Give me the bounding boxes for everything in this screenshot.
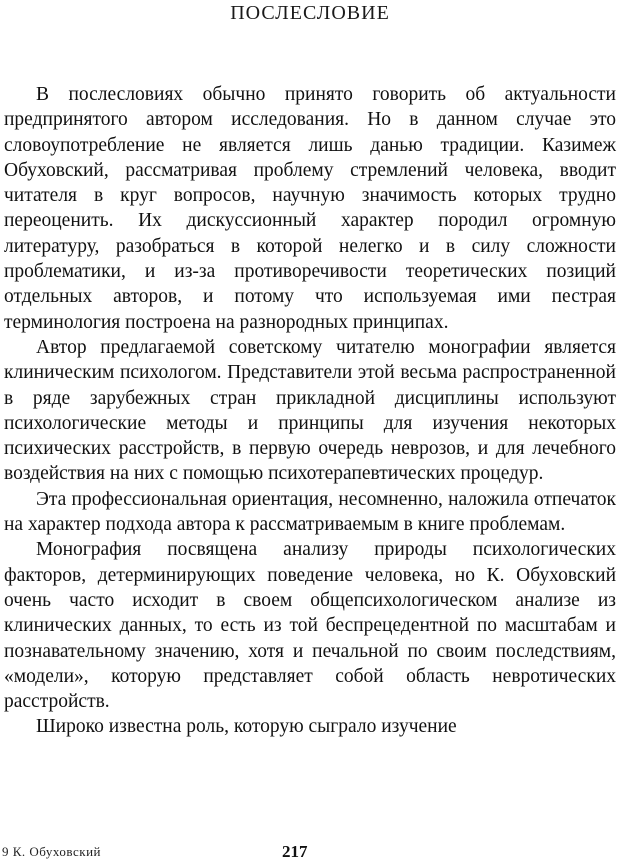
paragraph-author: Автор предлагаемой советскому читателю монографии является клиническим психологом. Представители этой весьма распространенной в ряде зарубежных стран прикладной дисциплины используют психологические методы и принципы для изучения некоторых психических расстройств, в первую очередь неврозов, и для лечебного воздействия на них с помощью психотерапевтических процедур. [4, 336, 616, 485]
page-title: ПОСЛЕСЛОВИЕ [230, 2, 390, 24]
paragraph-intro: В послесловиях обычно принято говорить об актуальности предпринятого автором исследования. Но в данном случае это словоупотребление не является лишь данью традиции. Казимеж Обуховский, рассматривая проблему стремлений человека, вводит читателя в круг вопросов, научную значимость которых трудно переоценить. Их дискуссионный характер породил огромную литературу, разобраться в которой нелегко и в силу сложности проблематики, и из-за противоречивости теоретических позиций отдельных авторов, и потому что используемая ими пестрая терминология построена на разнородных принципах. [4, 84, 616, 333]
page-number: 217 [282, 842, 308, 861]
paragraph-orientation: Эта профессиональная ориентация, несомненно, наложила отпечаток на характер подхода автора к рассматриваемым в книге проблемам. [4, 488, 616, 536]
paragraph-monograph: Монография посвящена анализу природы психологических факторов, детерминирующих поведение человека, но К. Обуховский очень часто исходит в своем общепсихологическом анализе из клинических данных, то есть из той беспрецедентной по масштабам и познавательному значению, хотя и печальной по своим последствиям, «модели», которую представляет собой область невротических расстройств. [4, 539, 616, 713]
paragraph-continued: Широко известна роль, которую сыграло изучение [36, 716, 457, 738]
printer-signature: 9 К. Обуховский [2, 844, 101, 859]
page-footer [0, 843, 620, 863]
body-text [4, 82, 616, 739]
